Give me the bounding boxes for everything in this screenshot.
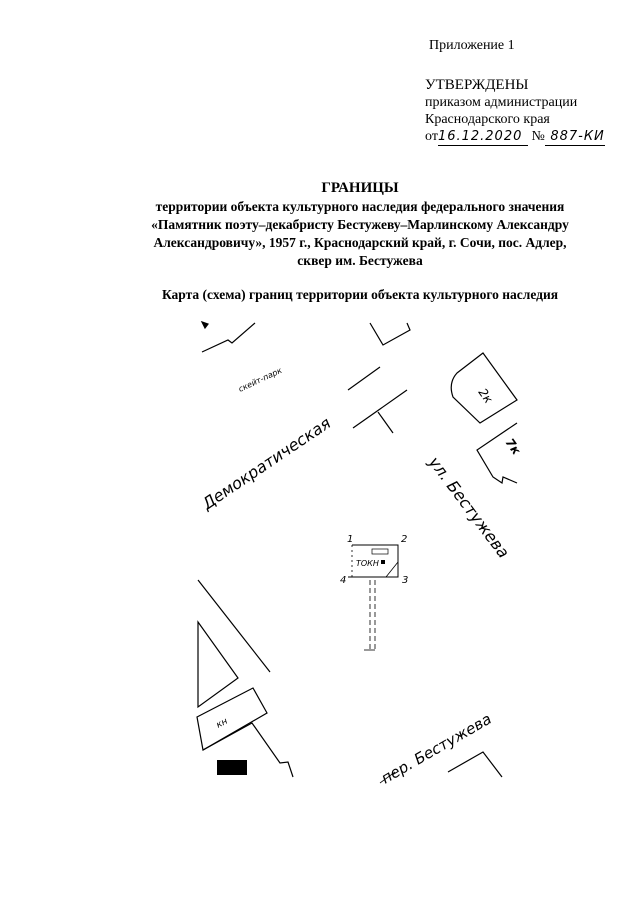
order-line-1: приказом администрации [425, 95, 578, 110]
document-heading: ГРАНИЦЫ [321, 180, 399, 196]
title-line-2: «Памятник поэту–декабристу Бестужеву–Марлинскому Александру [151, 217, 569, 232]
corner-building [448, 752, 502, 777]
point-2: 2 [401, 534, 408, 545]
street-bestuzheva-label: ул. Бестужева [424, 452, 514, 562]
skate-park-building [202, 323, 255, 352]
point-3: 3 [402, 575, 409, 586]
title-line-1: территории объекта культурного наследия федерального значения [155, 199, 565, 214]
map-caption: Карта (схема) границ территории объекта культурного наследия [161, 287, 559, 302]
map-mark [202, 322, 208, 328]
title-line-4: сквер им. Бестужева [297, 253, 423, 268]
title-line-3: Александровичу», 1957 г., Краснодарский край, г. Сочи, пос. Адлер, [153, 235, 567, 250]
approved-label: УТВЕРЖДЕНЫ [425, 77, 529, 93]
order-line-2: Краснодарского края [425, 112, 550, 127]
building-kn [197, 688, 267, 750]
building-kn-label: кн [214, 716, 230, 731]
number-prefix: № [531, 129, 545, 144]
order-number: 887-КИ [545, 129, 605, 146]
street-line [348, 367, 380, 390]
building-2k-label: 2к [475, 385, 496, 406]
skate-park-label: скейт-парк [237, 365, 284, 394]
point-1: 1 [347, 534, 354, 545]
point-4: 4 [340, 575, 347, 586]
triangle-plot [198, 622, 238, 707]
lane-bestuzheva-label: пер. Бестужева [378, 709, 495, 788]
date-prefix: от [425, 129, 438, 144]
building-7k-label: 7к [502, 435, 524, 458]
street-line [353, 390, 407, 428]
street-line [198, 580, 270, 672]
appendix-label: Приложение 1 [429, 38, 515, 53]
dark-mark [217, 760, 247, 775]
lower-building [203, 723, 293, 777]
order-date: 16.12.2020 [438, 129, 528, 146]
street-line [378, 412, 393, 433]
street-democratic-label: Демократическая [198, 413, 335, 514]
object-label: ТОКН [356, 559, 379, 568]
top-building [370, 323, 410, 345]
